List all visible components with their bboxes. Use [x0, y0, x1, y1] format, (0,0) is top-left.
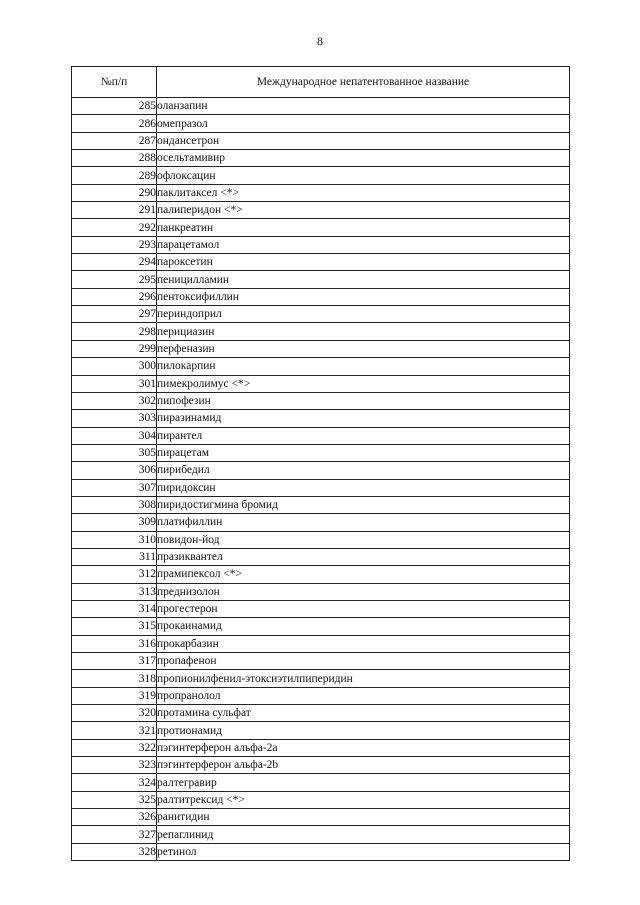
table-row	[72, 340, 570, 357]
drug-name-cell: оланзапин	[157, 98, 570, 115]
drug-name-cell: ондансетрон	[157, 132, 570, 149]
table-row	[72, 791, 570, 808]
table-row	[72, 271, 570, 288]
table-row	[72, 306, 570, 323]
row-number-cell: 293	[72, 236, 157, 253]
row-number-cell: 296	[72, 288, 157, 305]
drug-name-cell: пиридостигмина бромид	[157, 496, 570, 513]
table-header-row	[72, 67, 570, 98]
table-row	[72, 410, 570, 427]
table-row	[72, 132, 570, 149]
drug-table	[71, 66, 570, 861]
table-row	[72, 705, 570, 722]
drug-name-cell: пимекролимус <*>	[157, 375, 570, 392]
table-row	[72, 167, 570, 184]
row-number-cell: 322	[72, 739, 157, 756]
drug-name-cell: прокарбазин	[157, 635, 570, 652]
table-row	[72, 583, 570, 600]
row-number-cell: 295	[72, 271, 157, 288]
row-number-cell: 319	[72, 687, 157, 704]
drug-name-cell: офлоксацин	[157, 167, 570, 184]
table-row	[72, 462, 570, 479]
table-row	[72, 653, 570, 670]
drug-name-cell: празиквантел	[157, 548, 570, 565]
row-number-cell: 285	[72, 98, 157, 115]
row-number-cell: 291	[72, 202, 157, 219]
row-number-cell: 314	[72, 600, 157, 617]
drug-name-cell: ретинол	[157, 843, 570, 860]
drug-name-cell: репаглинид	[157, 826, 570, 843]
drug-name-cell: пэгинтерферон альфа-2а	[157, 739, 570, 756]
row-number-cell: 290	[72, 184, 157, 201]
drug-name-cell: прокаинамид	[157, 618, 570, 635]
drug-name-cell: ралтитрексид <*>	[157, 791, 570, 808]
drug-name-cell: прамипексол <*>	[157, 566, 570, 583]
row-number-cell: 304	[72, 427, 157, 444]
drug-name-cell: пеницилламин	[157, 271, 570, 288]
drug-name-cell: пирацетам	[157, 444, 570, 461]
table-row	[72, 427, 570, 444]
table-row	[72, 809, 570, 826]
table-row	[72, 826, 570, 843]
column-header-number: №п/п	[72, 67, 157, 98]
table-row	[72, 635, 570, 652]
table-row	[72, 600, 570, 617]
drug-name-cell: платифиллин	[157, 514, 570, 531]
table-row	[72, 687, 570, 704]
page-number: 8	[317, 34, 323, 48]
row-number-cell: 326	[72, 809, 157, 826]
row-number-cell: 294	[72, 254, 157, 271]
row-number-cell: 328	[72, 843, 157, 860]
table-row	[72, 843, 570, 860]
drug-name-cell: протионамид	[157, 722, 570, 739]
drug-name-cell: периндоприл	[157, 306, 570, 323]
row-number-cell: 315	[72, 618, 157, 635]
table-row	[72, 444, 570, 461]
row-number-cell: 325	[72, 791, 157, 808]
row-number-cell: 288	[72, 150, 157, 167]
row-number-cell: 299	[72, 340, 157, 357]
drug-name-cell: пирантел	[157, 427, 570, 444]
row-number-cell: 308	[72, 496, 157, 513]
drug-name-cell: пирибедил	[157, 462, 570, 479]
row-number-cell: 300	[72, 358, 157, 375]
drug-name-cell: паклитаксел <*>	[157, 184, 570, 201]
drug-name-cell: пиридоксин	[157, 479, 570, 496]
table-row	[72, 514, 570, 531]
drug-name-cell: пилокарпин	[157, 358, 570, 375]
drug-name-cell: пропранолол	[157, 687, 570, 704]
drug-name-cell: омепразол	[157, 115, 570, 132]
drug-name-cell: пиразинамид	[157, 410, 570, 427]
drug-name-cell: пентоксифиллин	[157, 288, 570, 305]
table-row	[72, 739, 570, 756]
table-row	[72, 722, 570, 739]
column-header-name: Международное непатентованное название	[157, 67, 570, 98]
table-row	[72, 219, 570, 236]
row-number-cell: 312	[72, 566, 157, 583]
row-number-cell: 310	[72, 531, 157, 548]
row-number-cell: 320	[72, 705, 157, 722]
row-number-cell: 311	[72, 548, 157, 565]
row-number-cell: 324	[72, 774, 157, 791]
row-number-cell: 301	[72, 375, 157, 392]
table-row	[72, 496, 570, 513]
drug-name-cell: преднизолон	[157, 583, 570, 600]
table-row	[72, 358, 570, 375]
table-row	[72, 288, 570, 305]
row-number-cell: 287	[72, 132, 157, 149]
row-number-cell: 306	[72, 462, 157, 479]
drug-name-cell: панкреатин	[157, 219, 570, 236]
table-row	[72, 98, 570, 115]
table-row	[72, 548, 570, 565]
row-number-cell: 305	[72, 444, 157, 461]
row-number-cell: 321	[72, 722, 157, 739]
table-row	[72, 375, 570, 392]
table-row	[72, 757, 570, 774]
drug-name-cell: пэгинтерферон альфа-2b	[157, 757, 570, 774]
drug-name-cell: прогестерон	[157, 600, 570, 617]
drug-name-cell: пипофезин	[157, 392, 570, 409]
row-number-cell: 297	[72, 306, 157, 323]
row-number-cell: 318	[72, 670, 157, 687]
row-number-cell: 307	[72, 479, 157, 496]
drug-name-cell: повидон-йод	[157, 531, 570, 548]
table-row	[72, 479, 570, 496]
row-number-cell: 309	[72, 514, 157, 531]
row-number-cell: 298	[72, 323, 157, 340]
table-row	[72, 392, 570, 409]
row-number-cell: 313	[72, 583, 157, 600]
drug-name-cell: палиперидон <*>	[157, 202, 570, 219]
table-row	[72, 531, 570, 548]
table-row	[72, 566, 570, 583]
table-row	[72, 618, 570, 635]
drug-name-cell: протамина сульфат	[157, 705, 570, 722]
row-number-cell: 327	[72, 826, 157, 843]
drug-name-cell: перфеназин	[157, 340, 570, 357]
row-number-cell: 292	[72, 219, 157, 236]
table-body	[72, 98, 570, 861]
drug-name-cell: ралтегравир	[157, 774, 570, 791]
drug-name-cell: осельтамивир	[157, 150, 570, 167]
table-row	[72, 774, 570, 791]
table-row	[72, 323, 570, 340]
drug-name-cell: перициазин	[157, 323, 570, 340]
table-row	[72, 236, 570, 253]
drug-name-cell: пропафенон	[157, 653, 570, 670]
drug-name-cell: пропионилфенил-этоксиэтилпиперидин	[157, 670, 570, 687]
table-row	[72, 184, 570, 201]
table-row	[72, 670, 570, 687]
row-number-cell: 323	[72, 757, 157, 774]
table-row	[72, 202, 570, 219]
row-number-cell: 317	[72, 653, 157, 670]
drug-name-cell: пароксетин	[157, 254, 570, 271]
row-number-cell: 316	[72, 635, 157, 652]
row-number-cell: 286	[72, 115, 157, 132]
drug-name-cell: ранитидин	[157, 809, 570, 826]
table-row	[72, 115, 570, 132]
row-number-cell: 302	[72, 392, 157, 409]
table-row	[72, 150, 570, 167]
row-number-cell: 289	[72, 167, 157, 184]
drug-name-cell: парацетамол	[157, 236, 570, 253]
row-number-cell: 303	[72, 410, 157, 427]
table-row	[72, 254, 570, 271]
